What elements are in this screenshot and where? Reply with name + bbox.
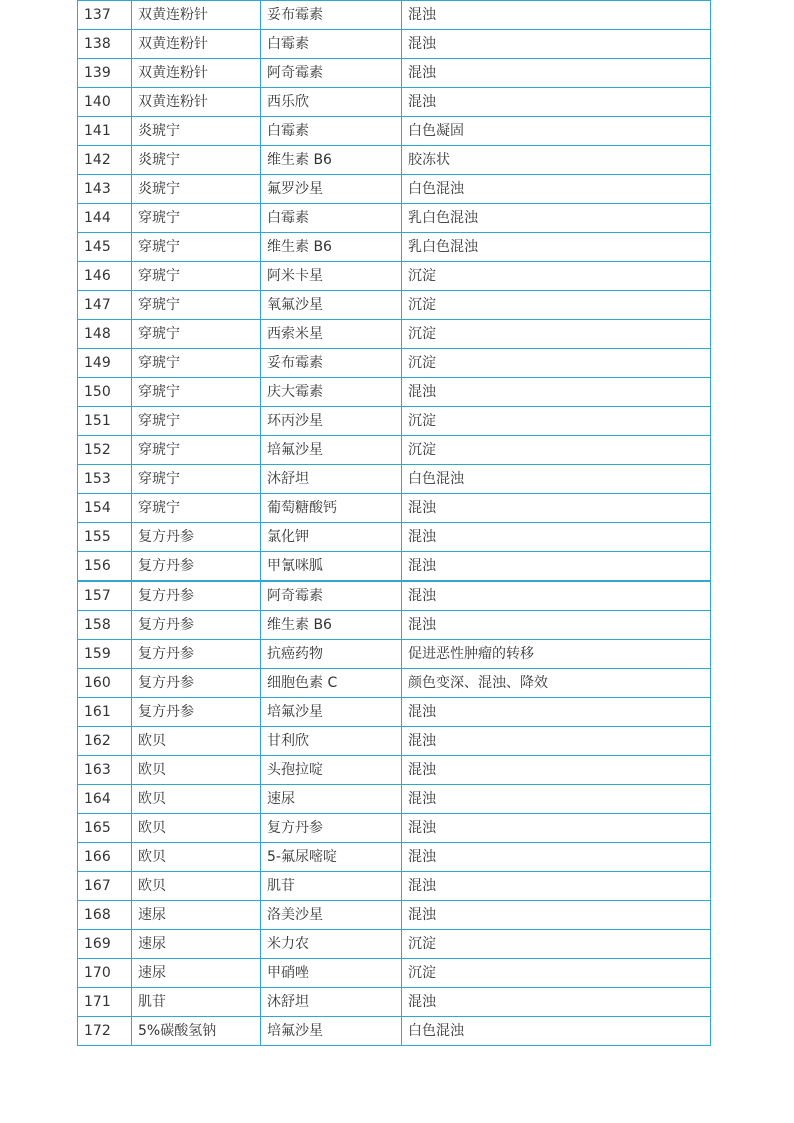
drug-b: 培氟沙星 — [261, 436, 402, 465]
drug-b: 沐舒坦 — [261, 465, 402, 494]
drug-b: 甘利欣 — [261, 727, 402, 756]
drug-b: 培氟沙星 — [261, 698, 402, 727]
drug-b: 阿米卡星 — [261, 262, 402, 291]
drug-a: 双黄连粉针 — [132, 30, 261, 59]
result: 颜色变深、混浊、降效 — [402, 669, 711, 698]
row-number: 153 — [78, 465, 132, 494]
result: 沉淀 — [402, 262, 711, 291]
drug-a: 复方丹参 — [132, 552, 261, 582]
table-row — [78, 785, 711, 814]
result: 混浊 — [402, 785, 711, 814]
result: 胶冻状 — [402, 146, 711, 175]
table-row — [78, 1017, 711, 1046]
table-row — [78, 959, 711, 988]
table-row — [78, 30, 711, 59]
result: 混浊 — [402, 901, 711, 930]
table-row — [78, 756, 711, 785]
row-number: 138 — [78, 30, 132, 59]
drug-a: 速尿 — [132, 901, 261, 930]
drug-b: 庆大霉素 — [261, 378, 402, 407]
row-number: 137 — [78, 1, 132, 30]
table-row — [78, 727, 711, 756]
drug-a: 欧贝 — [132, 814, 261, 843]
row-number: 166 — [78, 843, 132, 872]
drug-a: 穿琥宁 — [132, 494, 261, 523]
drug-b: 5-氟尿嘧啶 — [261, 843, 402, 872]
drug-b: 米力农 — [261, 930, 402, 959]
table-row — [78, 262, 711, 291]
result: 沉淀 — [402, 291, 711, 320]
drug-a: 双黄连粉针 — [132, 88, 261, 117]
result: 混浊 — [402, 30, 711, 59]
table-row — [78, 233, 711, 262]
result: 沉淀 — [402, 959, 711, 988]
result: 混浊 — [402, 611, 711, 640]
drug-a: 穿琥宁 — [132, 320, 261, 349]
result: 沉淀 — [402, 349, 711, 378]
result: 白色凝固 — [402, 117, 711, 146]
row-number: 143 — [78, 175, 132, 204]
incompatibility-table — [77, 0, 711, 1046]
row-number: 148 — [78, 320, 132, 349]
table-row — [78, 378, 711, 407]
drug-b: 氧氟沙星 — [261, 291, 402, 320]
row-number: 170 — [78, 959, 132, 988]
row-number: 142 — [78, 146, 132, 175]
result: 混浊 — [402, 1, 711, 30]
row-number: 169 — [78, 930, 132, 959]
row-number: 145 — [78, 233, 132, 262]
result: 沉淀 — [402, 407, 711, 436]
result: 混浊 — [402, 872, 711, 901]
drug-b: 甲氰咪胍 — [261, 552, 402, 582]
drug-a: 穿琥宁 — [132, 262, 261, 291]
row-number: 149 — [78, 349, 132, 378]
table-row — [78, 349, 711, 378]
table-row — [78, 988, 711, 1017]
drug-b: 白霉素 — [261, 204, 402, 233]
drug-a: 穿琥宁 — [132, 204, 261, 233]
table-row — [78, 698, 711, 727]
result: 白色混浊 — [402, 175, 711, 204]
drug-b: 白霉素 — [261, 30, 402, 59]
drug-a: 复方丹参 — [132, 611, 261, 640]
table-row — [78, 59, 711, 88]
table-row — [78, 901, 711, 930]
row-number: 156 — [78, 552, 132, 582]
drug-a: 双黄连粉针 — [132, 1, 261, 30]
drug-a: 穿琥宁 — [132, 233, 261, 262]
drug-a: 欧贝 — [132, 727, 261, 756]
row-number: 144 — [78, 204, 132, 233]
table-row — [78, 640, 711, 669]
table-row — [78, 814, 711, 843]
table-row — [78, 872, 711, 901]
drug-b: 维生素 B6 — [261, 233, 402, 262]
table-row — [78, 320, 711, 349]
row-number: 147 — [78, 291, 132, 320]
result: 混浊 — [402, 552, 711, 582]
row-number: 171 — [78, 988, 132, 1017]
table-row — [78, 436, 711, 465]
result: 白色混浊 — [402, 1017, 711, 1046]
drug-a: 欧贝 — [132, 785, 261, 814]
table-row — [78, 291, 711, 320]
drug-b: 环丙沙星 — [261, 407, 402, 436]
row-number: 140 — [78, 88, 132, 117]
drug-b: 复方丹参 — [261, 814, 402, 843]
result: 沉淀 — [402, 930, 711, 959]
row-number: 168 — [78, 901, 132, 930]
result: 混浊 — [402, 698, 711, 727]
result: 混浊 — [402, 523, 711, 552]
table-row — [78, 175, 711, 204]
row-number: 146 — [78, 262, 132, 291]
result: 混浊 — [402, 581, 711, 611]
drug-a: 复方丹参 — [132, 581, 261, 611]
result: 沉淀 — [402, 320, 711, 349]
table-row — [78, 88, 711, 117]
drug-b: 甲硝唑 — [261, 959, 402, 988]
drug-b: 葡萄糖酸钙 — [261, 494, 402, 523]
drug-a: 炎琥宁 — [132, 175, 261, 204]
result: 混浊 — [402, 727, 711, 756]
drug-b: 头孢拉啶 — [261, 756, 402, 785]
result: 混浊 — [402, 494, 711, 523]
drug-b: 阿奇霉素 — [261, 581, 402, 611]
row-number: 152 — [78, 436, 132, 465]
drug-b: 白霉素 — [261, 117, 402, 146]
drug-a: 复方丹参 — [132, 698, 261, 727]
result: 混浊 — [402, 756, 711, 785]
table-row — [78, 146, 711, 175]
row-number: 160 — [78, 669, 132, 698]
row-number: 159 — [78, 640, 132, 669]
row-number: 163 — [78, 756, 132, 785]
row-number: 150 — [78, 378, 132, 407]
result: 沉淀 — [402, 436, 711, 465]
result: 混浊 — [402, 988, 711, 1017]
drug-b: 肌苷 — [261, 872, 402, 901]
drug-a: 欧贝 — [132, 756, 261, 785]
row-number: 139 — [78, 59, 132, 88]
result: 混浊 — [402, 814, 711, 843]
drug-b: 维生素 B6 — [261, 611, 402, 640]
table-row — [78, 407, 711, 436]
table-row — [78, 117, 711, 146]
drug-a: 欧贝 — [132, 872, 261, 901]
drug-a: 穿琥宁 — [132, 436, 261, 465]
result: 乳白色混浊 — [402, 233, 711, 262]
drug-a: 肌苷 — [132, 988, 261, 1017]
drug-b: 妥布霉素 — [261, 349, 402, 378]
drug-b: 阿奇霉素 — [261, 59, 402, 88]
drug-b: 妥布霉素 — [261, 1, 402, 30]
drug-a: 复方丹参 — [132, 640, 261, 669]
drug-a: 穿琥宁 — [132, 291, 261, 320]
table-row — [78, 494, 711, 523]
result: 混浊 — [402, 88, 711, 117]
table-body — [78, 1, 711, 1046]
row-number: 162 — [78, 727, 132, 756]
drug-b: 培氟沙星 — [261, 1017, 402, 1046]
result: 白色混浊 — [402, 465, 711, 494]
drug-a: 复方丹参 — [132, 523, 261, 552]
table-row — [78, 523, 711, 552]
table-row — [78, 1, 711, 30]
drug-b: 抗癌药物 — [261, 640, 402, 669]
drug-a: 速尿 — [132, 930, 261, 959]
row-number: 151 — [78, 407, 132, 436]
row-number: 161 — [78, 698, 132, 727]
table-row — [78, 552, 711, 582]
drug-a: 炎琥宁 — [132, 117, 261, 146]
drug-b: 氟罗沙星 — [261, 175, 402, 204]
row-number: 158 — [78, 611, 132, 640]
drug-a: 速尿 — [132, 959, 261, 988]
drug-b: 速尿 — [261, 785, 402, 814]
drug-b: 西索米星 — [261, 320, 402, 349]
drug-a: 穿琥宁 — [132, 349, 261, 378]
table-row — [78, 930, 711, 959]
drug-a: 双黄连粉针 — [132, 59, 261, 88]
result: 混浊 — [402, 378, 711, 407]
table-row — [78, 581, 711, 611]
drug-a: 穿琥宁 — [132, 407, 261, 436]
row-number: 154 — [78, 494, 132, 523]
drug-b: 维生素 B6 — [261, 146, 402, 175]
drug-a: 穿琥宁 — [132, 378, 261, 407]
drug-a: 5%碳酸氢钠 — [132, 1017, 261, 1046]
drug-b: 沐舒坦 — [261, 988, 402, 1017]
table-row — [78, 204, 711, 233]
drug-b: 西乐欣 — [261, 88, 402, 117]
row-number: 141 — [78, 117, 132, 146]
row-number: 165 — [78, 814, 132, 843]
table-row — [78, 465, 711, 494]
drug-b: 氯化钾 — [261, 523, 402, 552]
drug-a: 穿琥宁 — [132, 465, 261, 494]
drug-a: 复方丹参 — [132, 669, 261, 698]
result: 混浊 — [402, 59, 711, 88]
table-row — [78, 669, 711, 698]
result: 促进恶性肿瘤的转移 — [402, 640, 711, 669]
drug-b: 细胞色素 C — [261, 669, 402, 698]
drug-a: 欧贝 — [132, 843, 261, 872]
drug-b: 洛美沙星 — [261, 901, 402, 930]
row-number: 155 — [78, 523, 132, 552]
row-number: 167 — [78, 872, 132, 901]
row-number: 164 — [78, 785, 132, 814]
row-number: 157 — [78, 581, 132, 611]
table-row — [78, 611, 711, 640]
drug-a: 炎琥宁 — [132, 146, 261, 175]
table-row — [78, 843, 711, 872]
row-number: 172 — [78, 1017, 132, 1046]
result: 乳白色混浊 — [402, 204, 711, 233]
result: 混浊 — [402, 843, 711, 872]
